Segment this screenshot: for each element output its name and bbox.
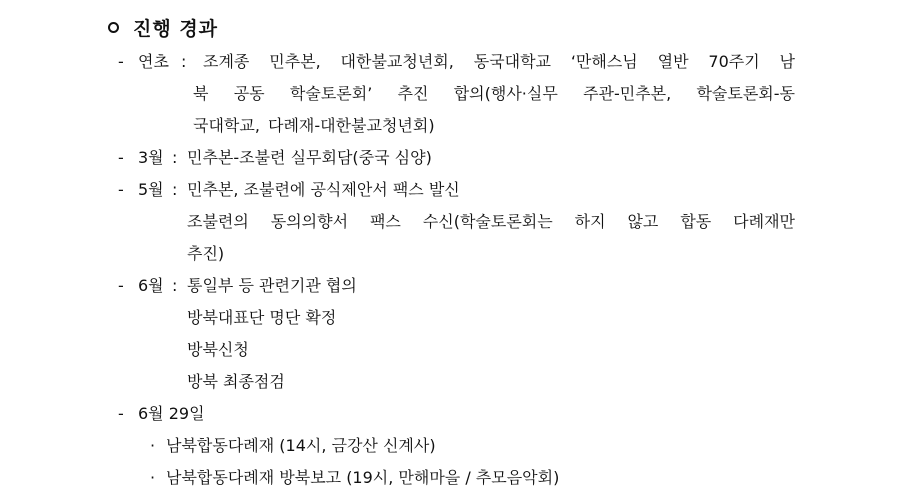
section-title: 진행 경과 [133,18,219,40]
sub-item-text: 남북합동다례재 (14시, 금강산 신계사) [166,436,436,455]
entry-march-text: 민추본-조불련 실무회담(중국 심양) [187,148,432,167]
entry-may-line1: 민추본, 조불련에 공식제안서 팩스 발신 [187,180,460,199]
entry-june-line3: 방북신청 [187,340,249,359]
entry-may-line2: 조불련의 동의의향서 팩스 수신(학술토론회는 하지 않고 합동 다례재만 [187,212,795,231]
entry-label: 연초 [138,52,169,71]
entry-new-year-line1: 조계종 민추본, 대한불교청년회, 동국대학교 ‘만해스님 열반 70주기 남 [203,52,795,71]
entry-june-line4: 방북 최종점검 [187,372,285,391]
entry-june-line2: 방북대표단 명단 확정 [187,308,337,327]
colon-marker: : [172,180,178,199]
middle-dot-marker: · [150,436,156,455]
circle-bullet-icon [108,22,119,33]
entry-label: 3월 [138,148,164,167]
sub-item-text: 남북합동다례재 방북보고 (19시, 만해마을 / 추모음악회) [166,468,560,487]
colon-marker: : [172,148,178,167]
dash-marker: - [118,404,124,423]
colon-marker: : [181,52,187,71]
middle-dot-marker: · [150,468,156,487]
entry-label: 5월 [138,180,164,199]
dash-marker: - [118,180,124,199]
entry-label: 6월 [138,276,164,295]
entry-may-line3: 추진) [187,244,225,263]
entry-new-year-line2: 북 공동 학술토론회’ 추진 합의(행사·실무 주관-민추본, 학술토론회-동 [193,84,795,103]
entry-june-line1: 통일부 등 관련기관 협의 [187,276,357,295]
dash-marker: - [118,276,124,295]
dash-marker: - [118,52,124,71]
colon-marker: : [172,276,178,295]
entry-label: 6월 29일 [138,404,205,423]
entry-new-year-line3: 국대학교, 다례재-대한불교청년회) [193,116,435,135]
section-heading [108,14,218,41]
dash-marker: - [118,148,124,167]
